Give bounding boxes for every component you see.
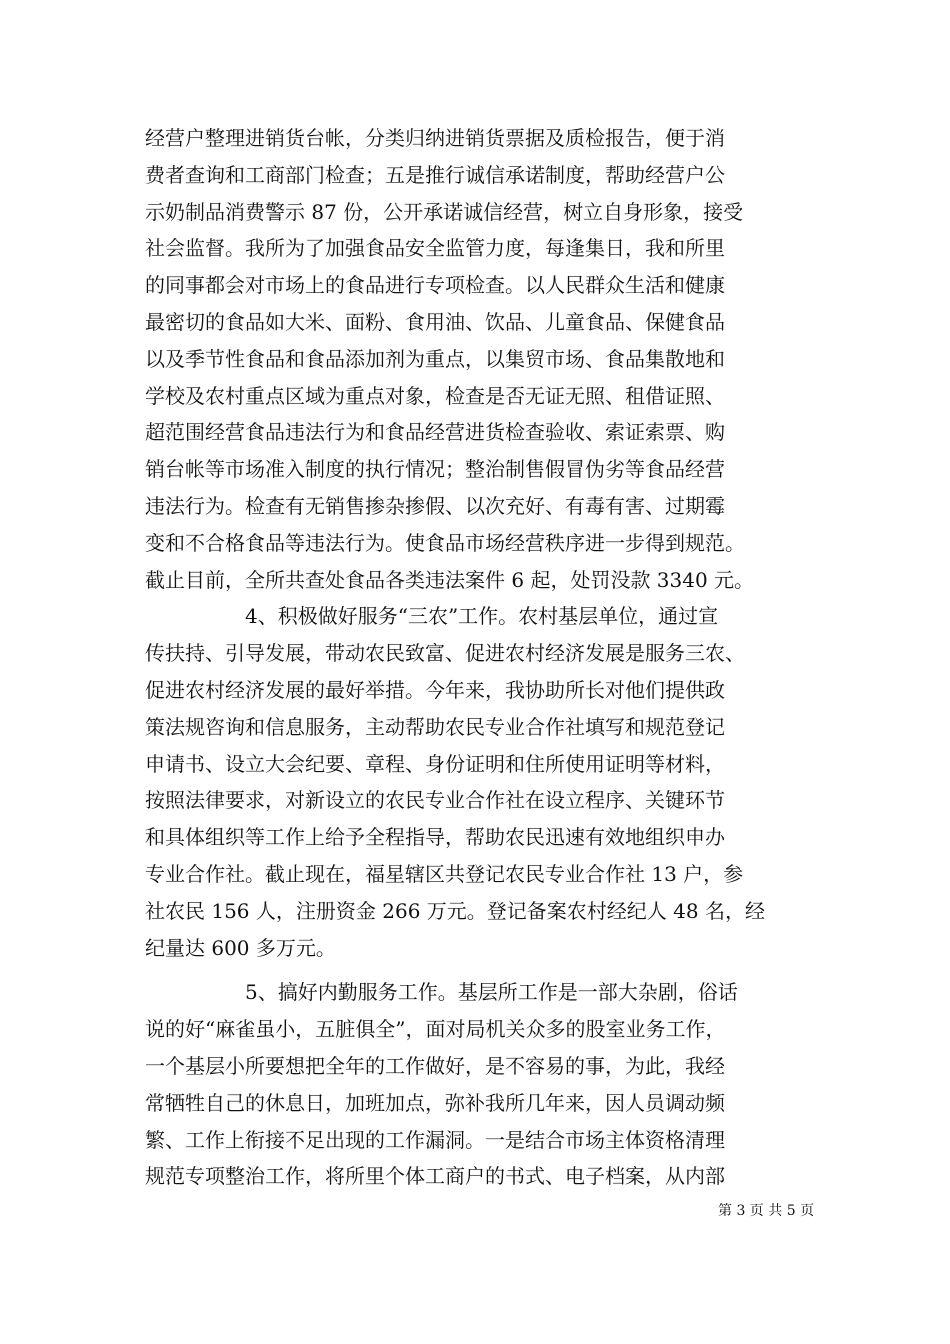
text-line: 学校及农村重点区域为重点对象，检查是否无证无照、租借证照、 bbox=[145, 383, 725, 408]
text-line: 经营户整理进销货台帐，分类归纳进销货票据及质检报告，便于消 bbox=[145, 126, 725, 150]
text-line: 以及季节性食品和食品添加剂为重点，以集贸市场、食品集散地和 bbox=[145, 346, 725, 371]
page-number: 第 3 页 共 5 页 bbox=[718, 1203, 815, 1219]
paragraph-heading-4: 4、积极做好服务“三农”工作。农村基层单位，通过宣 bbox=[245, 604, 719, 629]
text-line: 规范专项整治工作，将所里个体工商户的书式、电子档案，从内部 bbox=[145, 1164, 725, 1189]
paragraph-heading-5: 5、搞好内勤服务工作。基层所工作是一部大杂剧，俗话 bbox=[245, 980, 738, 1005]
text-line: 和具体组织等工作上给予全程指导，帮助农民迅速有效地组织申办 bbox=[145, 825, 725, 850]
text-line: 违法行为。检查有无销售掺杂掺假、以次充好、有毒有害、过期霉 bbox=[145, 493, 725, 518]
paragraph-gap bbox=[145, 966, 820, 974]
text-line: 纪量达 600 多万元。 bbox=[145, 935, 336, 960]
text-line: 超范围经营食品违法行为和食品经营进货检查验收、索证索票、购 bbox=[145, 420, 725, 445]
text-line: 促进农村经济发展的最好举措。今年来，我协助所长对他们提供政 bbox=[145, 677, 725, 702]
text-line: 最密切的食品如大米、面粉、食用油、饮品、儿童食品、保健食品 bbox=[145, 309, 725, 334]
text-line: 社农民 156 人，注册资金 266 万元。登记备案农村经纪人 48 名，经 bbox=[145, 898, 765, 923]
text-line: 变和不合格食品等违法行为。使食品市场经营秩序进一步得到规范。 bbox=[145, 530, 745, 555]
text-line: 按照法律要求，对新设立的农民专业合作社在设立程序、关键环节 bbox=[145, 788, 725, 813]
text-line: 销台帐等市场准入制度的执行情况；整治制售假冒伪劣等食品经营 bbox=[145, 457, 725, 482]
text-line: 专业合作社。截止现在，福星辖区共登记农民专业合作社 13 户，参 bbox=[145, 861, 744, 886]
text-line: 示奶制品消费警示 87 份，公开承诺诚信经营，树立自身形象，接受 bbox=[145, 199, 744, 224]
text-line: 的同事都会对市场上的食品进行专项检查。以人民群众生活和健康 bbox=[145, 273, 725, 298]
text-line: 一个基层小所要想把全年的工作做好，是不容易的事，为此，我经 bbox=[145, 1053, 725, 1078]
text-line: 策法规咨询和信息服务，主动帮助农民专业合作社填写和规范登记 bbox=[145, 714, 725, 739]
body-text bbox=[145, 120, 820, 1195]
text-line: 申请书、设立大会纪要、章程、身份证明和住所使用证明等材料， bbox=[145, 751, 725, 776]
text-line: 社会监督。我所为了加强食品安全监管力度，每逢集日，我和所里 bbox=[145, 236, 725, 261]
text-line: 截止目前，全所共查处食品各类违法案件 6 起，处罚没款 3340 元。 bbox=[145, 567, 755, 592]
text-line: 繁、工作上衔接不足出现的工作漏洞。一是结合市场主体资格清理 bbox=[145, 1127, 725, 1152]
text-line: 常牺牲自己的休息日，加班加点，弥补我所几年来，因人员调动频 bbox=[145, 1090, 725, 1115]
text-line: 费者查询和工商部门检查；五是推行诚信承诺制度，帮助经营户公 bbox=[145, 162, 725, 187]
text-line: 说的好“麻雀虽小，五脏俱全”，面对局机关众多的股室业务工作， bbox=[145, 1017, 726, 1042]
text-line: 传扶持、引导发展，带动农民致富、促进农村经济发展是服务三农、 bbox=[145, 641, 745, 666]
